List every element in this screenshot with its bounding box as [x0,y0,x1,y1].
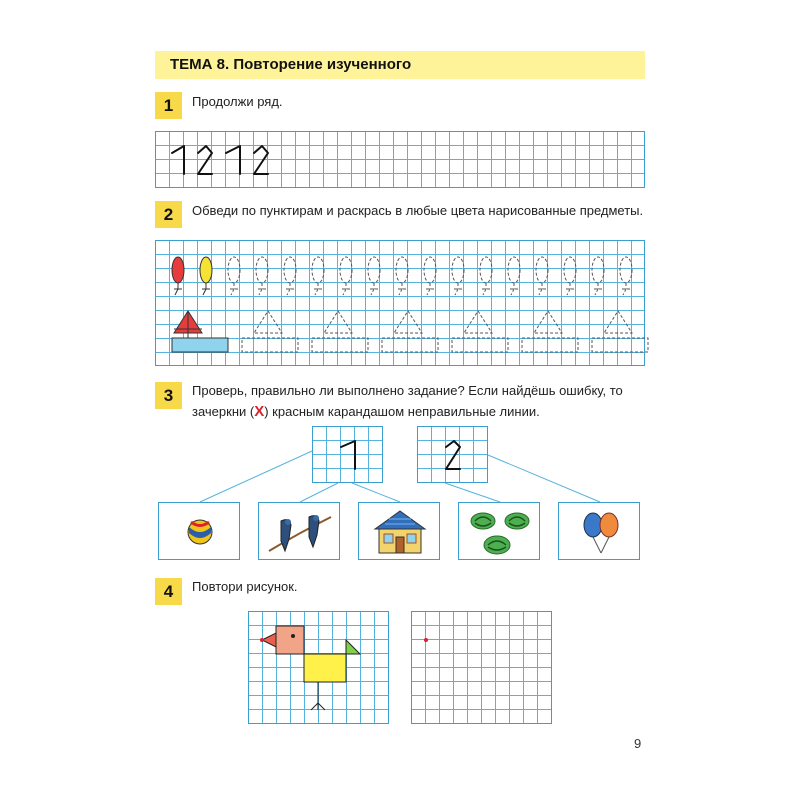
digit-2-stroke [254,146,268,174]
sample-drawing-grid [248,611,389,724]
task-1-digit-row [156,132,646,189]
picture-card-balloons [558,502,640,560]
copy-drawing-grid[interactable] [411,611,552,724]
balloon-red-icon [172,257,184,295]
task-3-text [192,380,623,422]
digit-1-stroke [226,146,240,174]
task-3-text-line-2 [192,401,623,422]
task-2-number: 2 [155,201,182,228]
task-3-line-2-end: ) красным карандашом неправильные линии. [264,404,540,419]
picture-card-house [358,502,440,560]
bird-figure-icon [249,612,390,725]
picture-card-ball [158,502,240,560]
task-1-text: Продолжи ряд. [192,94,283,109]
task-4-number: 4 [155,578,182,605]
task-4-text: Повтори рисунок. [192,579,298,594]
house-icon [359,503,441,561]
ball-icon [159,503,241,561]
task-2-text: Обведи по пунктирам и раскрась в любые цвета нарисованные предметы. [192,203,644,218]
topic-title: ТЕМА 8. Повторение изученного [170,56,412,73]
picture-card-watermelons [458,502,540,560]
birds-icon [259,503,341,561]
start-dot [260,638,264,642]
digit-1-stroke [172,146,184,174]
task-1-number: 1 [155,92,182,119]
task-1-grid[interactable] [155,131,645,188]
boat-colored-icon [172,311,228,352]
topic-title-bar [155,51,645,79]
digit-2-stroke [198,146,212,174]
balloons-icon [559,503,641,561]
digit-card-2 [417,426,488,483]
digit-2-stroke [446,441,460,469]
digit-card-1 [312,426,383,483]
start-dot [424,638,428,642]
red-cross-mark: Х [254,403,265,420]
balloon-yellow-icon [200,257,212,295]
task-3-number: 3 [155,382,182,409]
task-3-line-2-start: зачеркни ( [192,404,255,419]
task-3-text-line-1: Проверь, правильно ли выполнено задание? Если найдёшь ошибку, то [192,383,623,398]
watermelons-icon [459,503,541,561]
dashed-boat-row [242,311,648,352]
digit-1-stroke [341,441,355,469]
task-2-drawings [156,241,646,367]
page-number: 9 [634,736,642,751]
dashed-balloon-row [228,257,632,295]
task-2-grid[interactable] [155,240,645,366]
picture-card-birds [258,502,340,560]
